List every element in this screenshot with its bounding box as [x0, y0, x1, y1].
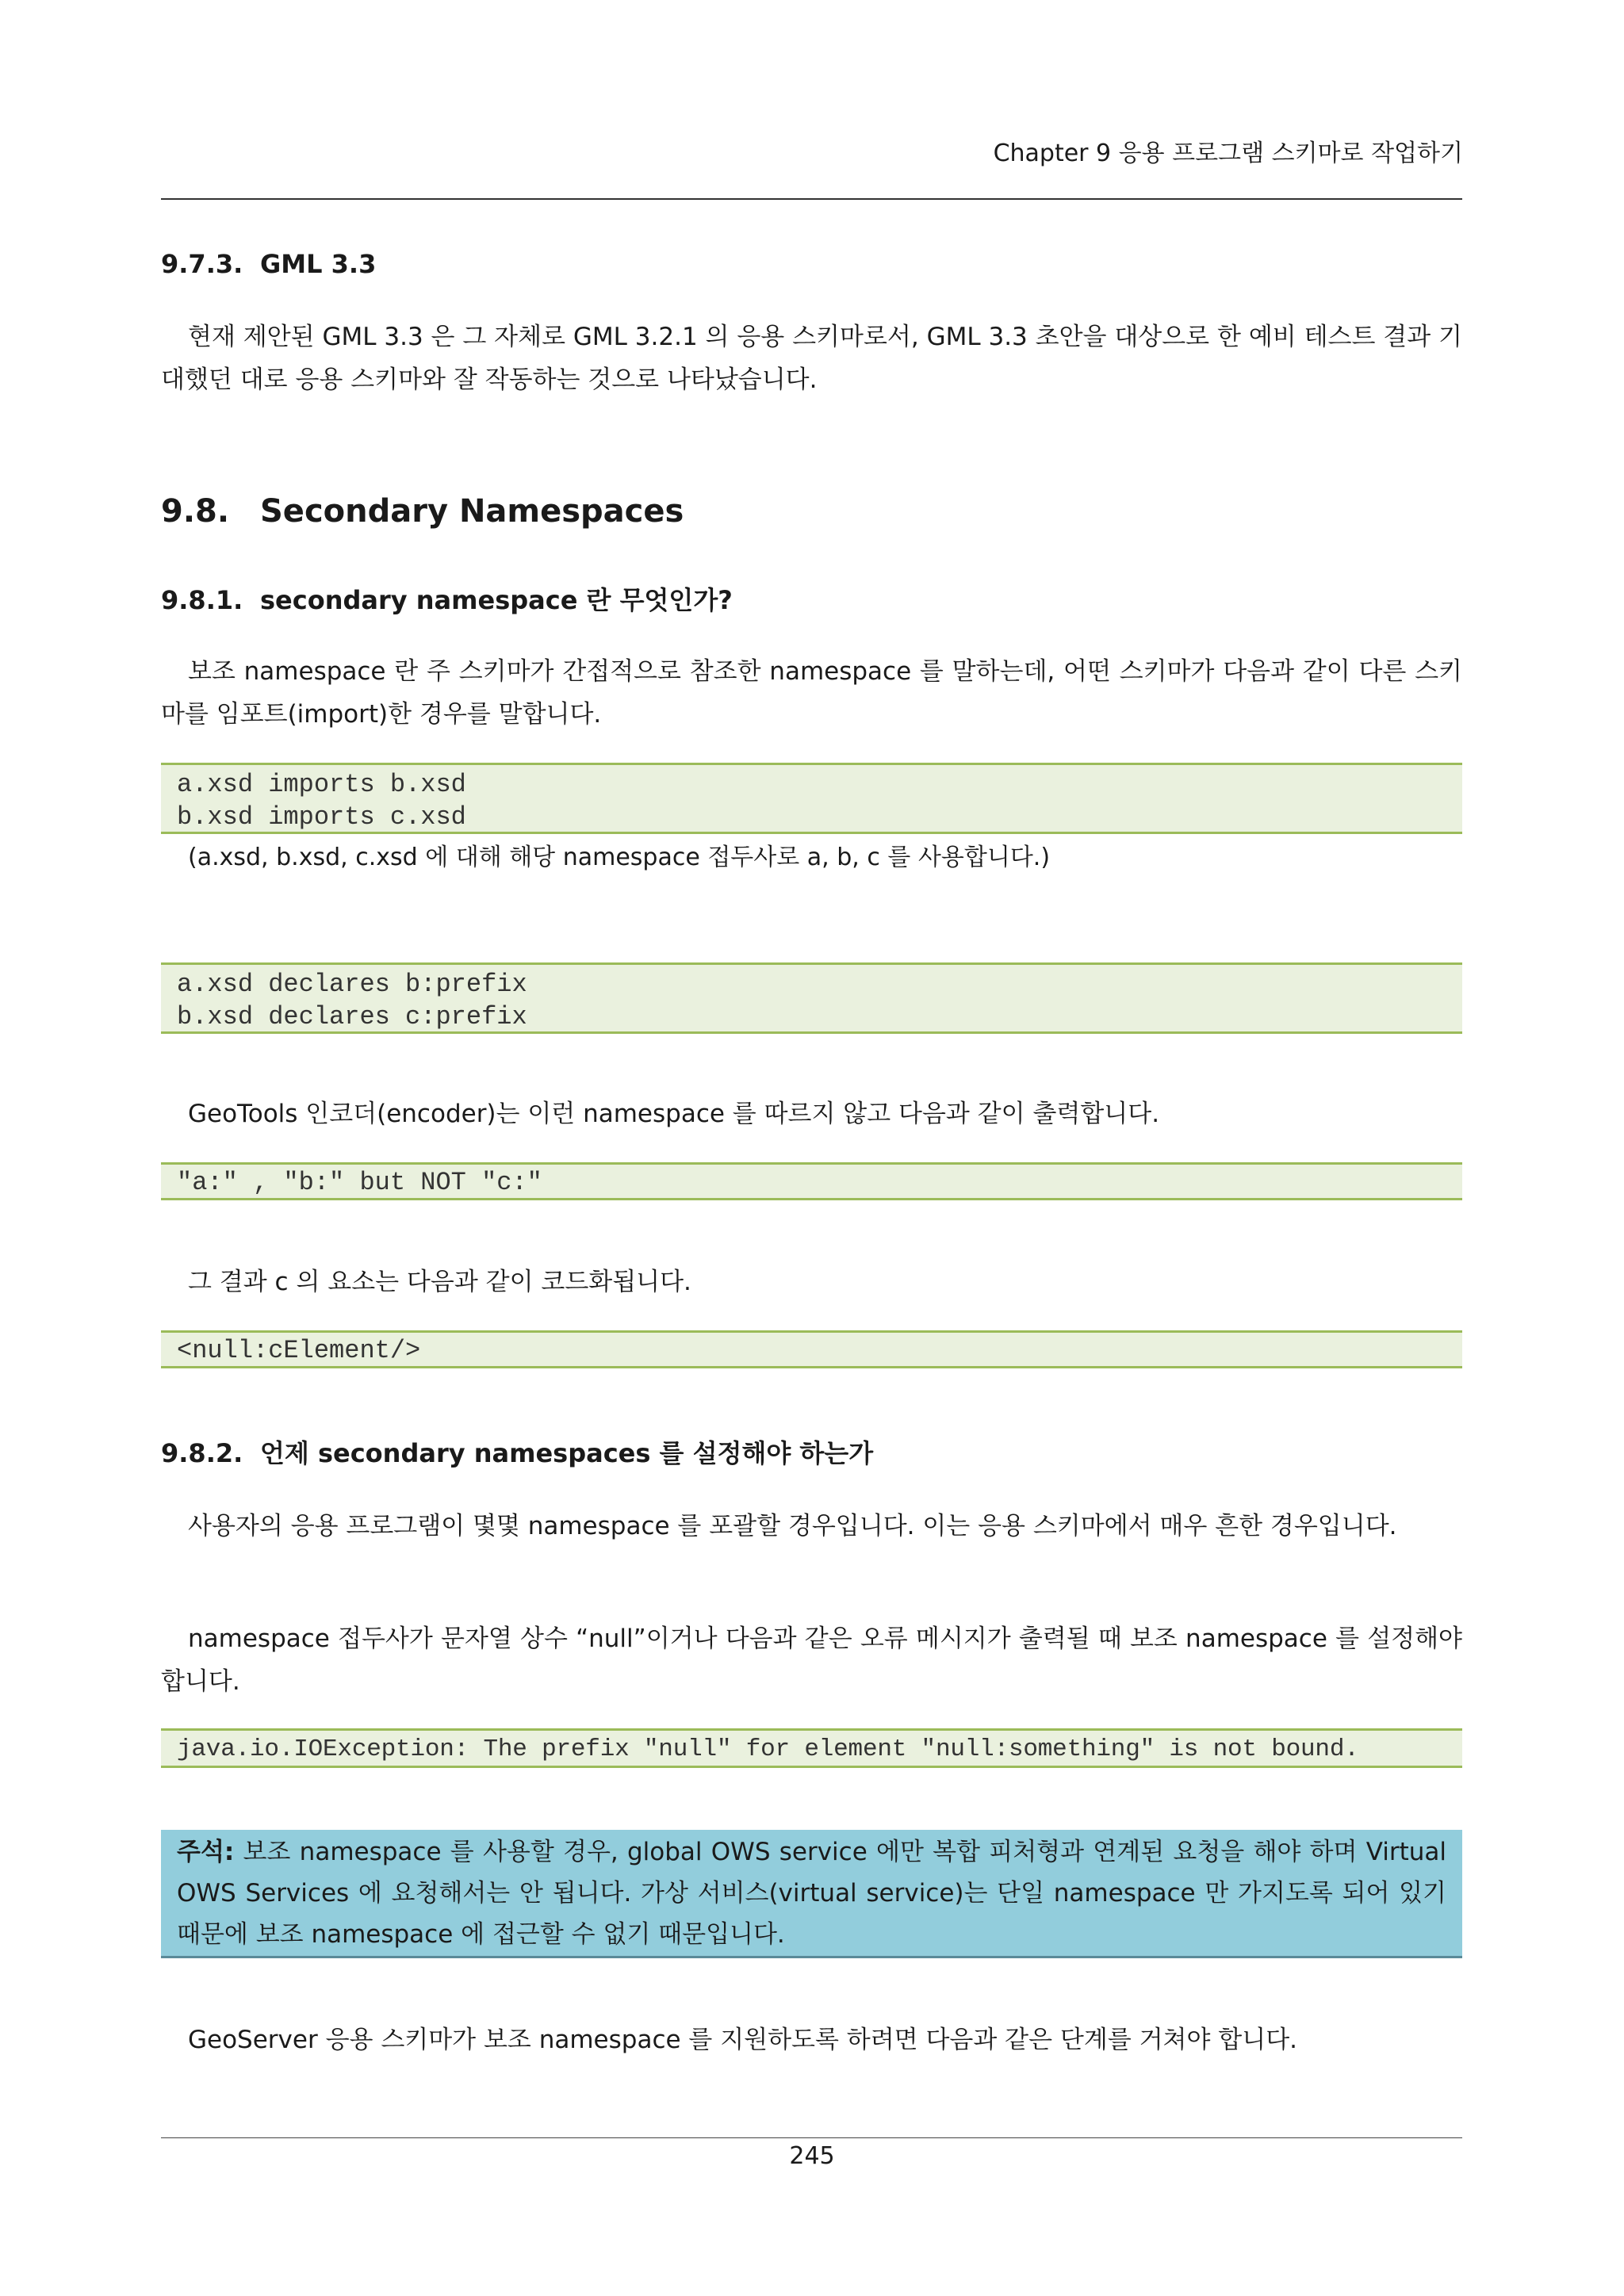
paragraph-text: 그 결과 c 의 요소는 다음과 같이 코드화됩니다.	[188, 1268, 691, 1296]
code-caption: (a.xsd, b.xsd, c.xsd 에 대해 해당 namespace 접두사로 a, b, c 를 사용합니다.)	[188, 844, 1051, 871]
heading-number: 9.8.2.	[161, 1438, 243, 1468]
heading-number: 9.7.3.	[161, 249, 243, 279]
paragraph-text: 사용자의 응용 프로그램이 몇몇 namespace 를 포괄할 경우입니다. 이는 응용 스키마에서 매우 흔한 경우입니다.	[188, 1512, 1397, 1540]
heading-number: 9.8.1.	[161, 585, 243, 615]
paragraph-text: 보조 namespace 란 주 스키마가 간접적으로 참조한 namespace 를 말하는데, 어떤 스키마가 다음과 같이 다른 스키마를 임포트(import)한 경우를 말합니다.	[161, 657, 1462, 729]
heading-9-8-1	[161, 580, 733, 617]
code-line: b.xsd declares c:prefix	[177, 1002, 527, 1031]
code-block-imports	[161, 763, 1462, 834]
footer-rule	[161, 2137, 1462, 2138]
heading-title: GML 3.3	[260, 249, 377, 279]
code-block-declares	[161, 962, 1462, 1034]
paragraph-text: GeoServer 응용 스키마가 보조 namespace 를 지원하도록 하려면 다음과 같은 단계를 거쳐야 합니다.	[188, 2026, 1297, 2054]
heading-title: secondary namespace 란 무엇인가?	[260, 585, 733, 615]
code-block-exception	[161, 1728, 1462, 1768]
running-header: Chapter 9 응용 프로그램 스키마로 작업하기	[993, 140, 1463, 167]
paragraph-result	[161, 1261, 1462, 1303]
code-line: java.io.IOException: The prefix "null" for element "null:something" is not bound.	[177, 1735, 1359, 1763]
heading-9-7-3	[161, 249, 376, 279]
paragraph-text: 현재 제안된 GML 3.3 은 그 자체로 GML 3.2.1 의 응용 스키마로서, GML 3.3 초안을 대상으로 한 예비 테스트 결과 기대했던 대로 응용 스키마와 잘 작동하는 것으로 나타났습니다.	[161, 323, 1462, 394]
paragraph-encoder	[161, 1093, 1462, 1135]
code-line: a.xsd imports b.xsd	[177, 770, 466, 799]
heading-title: Secondary Namespaces	[260, 493, 684, 530]
page-number: 245	[789, 2142, 835, 2170]
heading-9-8	[161, 493, 684, 530]
code-line: <null:cElement/>	[177, 1336, 421, 1365]
code-line: b.xsd imports c.xsd	[177, 802, 466, 832]
paragraph-text: namespace 접두사가 문자열 상수 “null”이거나 다음과 같은 오류 메시지가 출력될 때 보조 namespace 를 설정해야 합니다.	[161, 1624, 1462, 1696]
paragraph-text: GeoTools 인코더(encoder)는 이런 namespace 를 따르지 않고 다음과 같이 출력합니다.	[188, 1100, 1160, 1128]
header-rule	[161, 198, 1462, 200]
code-block-null-element	[161, 1330, 1462, 1368]
note-text: 보조 namespace 를 사용할 경우, global OWS service 에만 복합 피처형과 연계된 요청을 해야 하며 Virtual OWS Services 에 요청해서는 안 됩니다. 가상 서비스(virtual service)는 단일 namespace 만 가지도록 되어 있기 때문에 보조 namespace 에 접근할 수 없기 때문입니다.	[177, 1838, 1446, 1949]
heading-number: 9.8.	[161, 493, 230, 530]
heading-9-8-2	[161, 1433, 873, 1470]
note-label: 주석:	[177, 1838, 235, 1866]
paragraph-geoserver	[161, 2019, 1462, 2061]
code-line: "a:" , "b:" but NOT "c:"	[177, 1168, 542, 1197]
heading-title: 언제 secondary namespaces 를 설정해야 하는가	[260, 1438, 874, 1468]
paragraph-9-8-1	[161, 650, 1462, 736]
code-block-output	[161, 1162, 1462, 1200]
paragraph-9-8-2-null	[161, 1617, 1462, 1703]
paragraph-9-8-2-intro	[161, 1505, 1462, 1548]
paragraph-9-7-3	[161, 316, 1462, 401]
code-line: a.xsd declares b:prefix	[177, 970, 527, 999]
note-box	[161, 1830, 1462, 1958]
